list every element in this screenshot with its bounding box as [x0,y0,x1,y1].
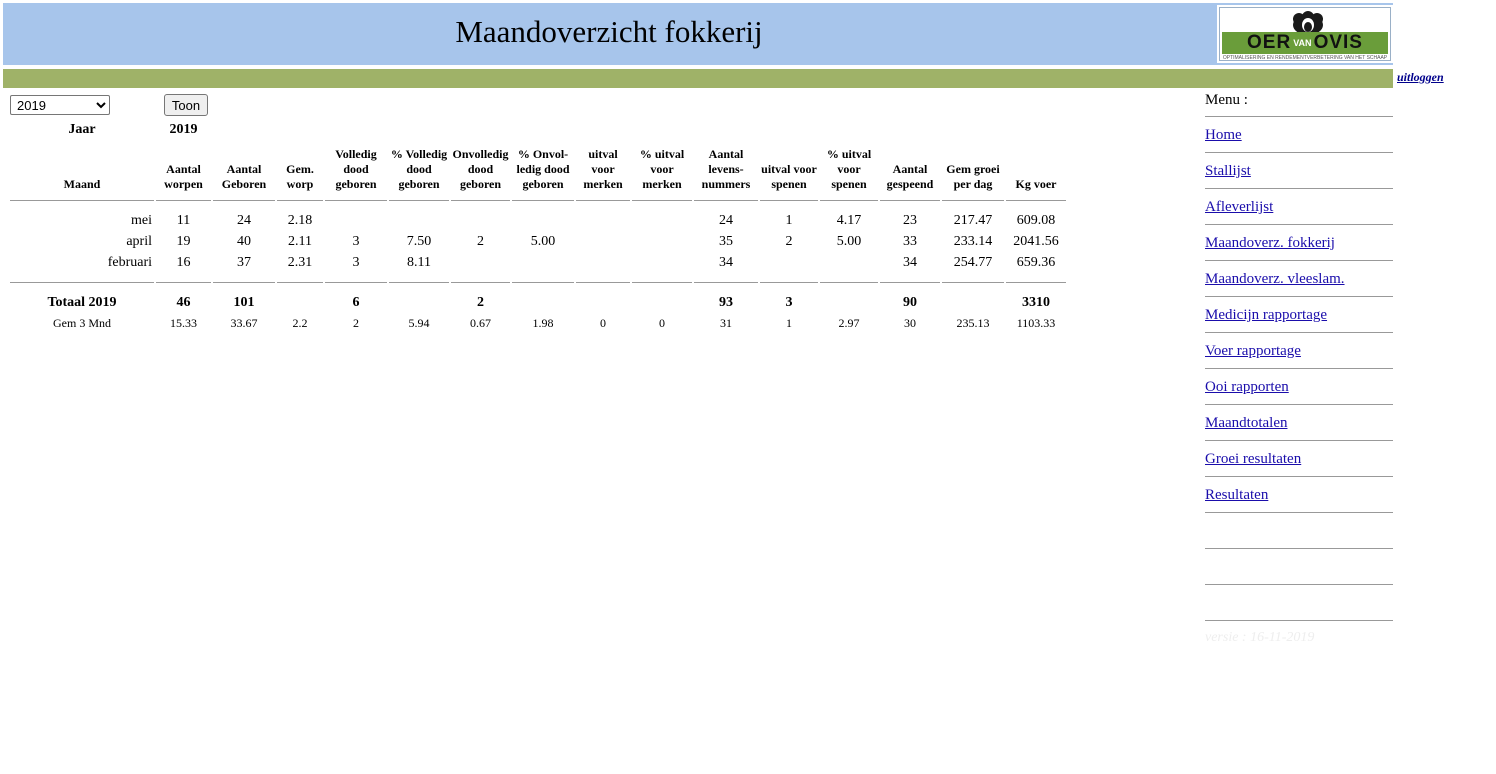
total-cell: 2 [477,295,484,310]
column-header: uitval voor merken [583,147,623,191]
table-row [10,253,1066,272]
menu-link-medicijn-rapportage[interactable]: Medicijn rapportage [1205,307,1328,323]
table-row [10,211,1066,230]
table-cell: 7.50 [406,234,432,249]
total-cell: 46 [176,295,191,310]
month-header: Maand [63,177,101,191]
page-title: Maandoverzicht fokkerij [455,14,763,49]
table-cell [820,253,878,272]
total-cell [576,293,630,312]
total-cell: 101 [233,295,255,310]
table-cell: 23 [903,213,917,228]
column-header: Onvolledig dood geboren [452,147,509,191]
menu-link-ooi-rapporten[interactable]: Ooi rapporten [1205,379,1289,395]
column-header: uitval voor spenen [761,162,817,191]
total-cell: 90 [903,295,917,310]
table-cell: 233.14 [953,234,993,249]
month-cell: april [126,234,152,249]
table-cell: 8.11 [407,255,431,270]
year-label: Jaar [68,122,96,137]
average-label: Gem 3 Mnd [53,316,111,330]
table-cell: 2.18 [287,213,313,228]
average-cell: 30 [904,316,916,330]
month-cell: februari [107,255,152,270]
column-header: % Onvol-ledig dood geboren [516,147,570,191]
logout-link[interactable]: uitloggen [1397,70,1444,84]
total-cell: 93 [719,295,733,310]
table-cell: 2 [477,234,484,249]
table-cell: 1 [785,213,793,228]
menu-link-voer-rapportage[interactable]: Voer rapportage [1205,343,1301,359]
table-cell [576,232,630,251]
average-cell: 33.67 [230,316,258,330]
table-cell [512,211,574,230]
column-header: Gem. worp [286,162,314,191]
table-cell [576,211,630,230]
table-cell [451,253,510,272]
table-cell: 2 [785,234,793,249]
table-cell [325,211,387,230]
table-cell [632,232,692,251]
table-cell: 659.36 [1016,255,1056,270]
average-cell: 0 [600,316,606,330]
column-header: Kg voer [1015,177,1057,191]
table-cell [576,253,630,272]
version-text: versie : 16-11-2019 [1205,630,1315,645]
menu-link-groei-resultaten[interactable]: Groei resultaten [1205,451,1302,467]
year-select[interactable] [10,95,110,115]
column-header: Aantal gespeend [886,162,934,191]
menu-link-maandtotalen[interactable]: Maandtotalen [1205,415,1288,431]
average-cell: 0 [659,316,665,330]
average-cell: 15.33 [170,316,197,330]
total-cell [632,293,692,312]
average-cell: 235.13 [956,316,990,330]
table-cell: 3 [352,255,360,270]
table-cell: 16 [176,255,191,270]
total-cell [942,293,1004,312]
column-header: Volledig dood geboren [335,147,377,191]
table-cell: 24 [237,213,251,228]
total-label: Totaal 2019 [47,295,117,310]
company-logo: OER VAN OVIS OPTIMALISERING EN RENDEMENTVERBETERING VAN HET SCHAAP [1217,5,1393,63]
menu-empty-slot [1205,549,1393,585]
table-cell: 34 [719,255,733,270]
table-cell: 40 [237,234,251,249]
menu-link-maandoverz-vleeslam[interactable]: Maandoverz. vleeslam. [1205,271,1345,287]
table-cell: 609.08 [1016,213,1056,228]
total-cell: 6 [352,295,360,310]
menu-label: Menu : [1205,90,1393,117]
table-cell: 2.31 [287,255,313,270]
table-cell: 5.00 [836,234,862,249]
table-cell: 217.47 [953,213,993,228]
total-cell: 3310 [1022,295,1050,310]
menu-link-stallijst[interactable]: Stallijst [1205,163,1251,179]
average-cell: 1.98 [532,316,554,330]
menu-empty-slot [1205,513,1393,549]
total-row [10,293,1066,312]
average-cell: 2.2 [292,316,308,330]
total-cell: 3 [785,295,793,310]
column-header: Gem groei per dag [946,162,1000,191]
average-cell: 1103.33 [1016,316,1056,330]
table-cell [512,253,574,272]
side-menu [1205,90,1393,646]
average-cell: 2 [353,316,359,330]
table-cell: 3 [352,234,360,249]
table-row [10,232,1066,251]
column-header: % Volledig dood geboren [390,147,448,191]
table-cell: 33 [903,234,917,249]
table-cell [451,211,510,230]
average-cell: 1 [786,316,792,330]
table-cell: 254.77 [953,255,993,270]
average-cell: 0.67 [470,316,491,330]
table-cell: 35 [719,234,733,249]
average-cell: 2.97 [838,316,860,330]
column-header: Aantal levens-nummers [701,147,751,191]
header-divider-bar [3,69,1393,88]
table-cell [632,211,692,230]
total-cell [389,293,449,312]
average-cell: 31 [720,316,732,330]
column-header: % uitval voor spenen [826,147,872,191]
table-cell: 2041.56 [1013,234,1059,249]
total-cell [820,293,878,312]
menu-link-resultaten[interactable]: Resultaten [1205,487,1269,503]
table-cell [389,211,449,230]
table-cell: 24 [719,213,733,228]
menu-empty-slot [1205,585,1393,621]
menu-link-afleverlijst[interactable]: Afleverlijst [1205,199,1274,215]
page-header [3,3,1393,65]
column-header: Aantal Geboren [221,162,267,191]
total-cell [277,293,323,312]
table-cell [760,253,818,272]
menu-link-maandoverz-fokkerij[interactable]: Maandoverz. fokkerij [1205,235,1335,251]
table-cell: 19 [176,234,191,249]
year-value: 2019 [169,122,198,137]
table-cell: 2.11 [288,234,312,249]
month-cell: mei [131,213,152,228]
breeding-month-table [8,120,1068,335]
menu-link-home[interactable]: Home [1205,127,1242,143]
show-button[interactable]: Toon [164,94,208,116]
column-header: % uitval voor merken [639,147,685,191]
table-cell: 34 [903,255,917,270]
column-header: Aantal worpen [164,162,203,191]
table-cell [632,253,692,272]
average-cell: 5.94 [408,316,430,330]
table-cell: 37 [237,255,251,270]
table-cell: 11 [176,213,191,228]
table-cell: 4.17 [836,213,862,228]
total-cell [512,293,574,312]
average-row [10,314,1066,333]
table-cell: 5.00 [530,234,556,249]
